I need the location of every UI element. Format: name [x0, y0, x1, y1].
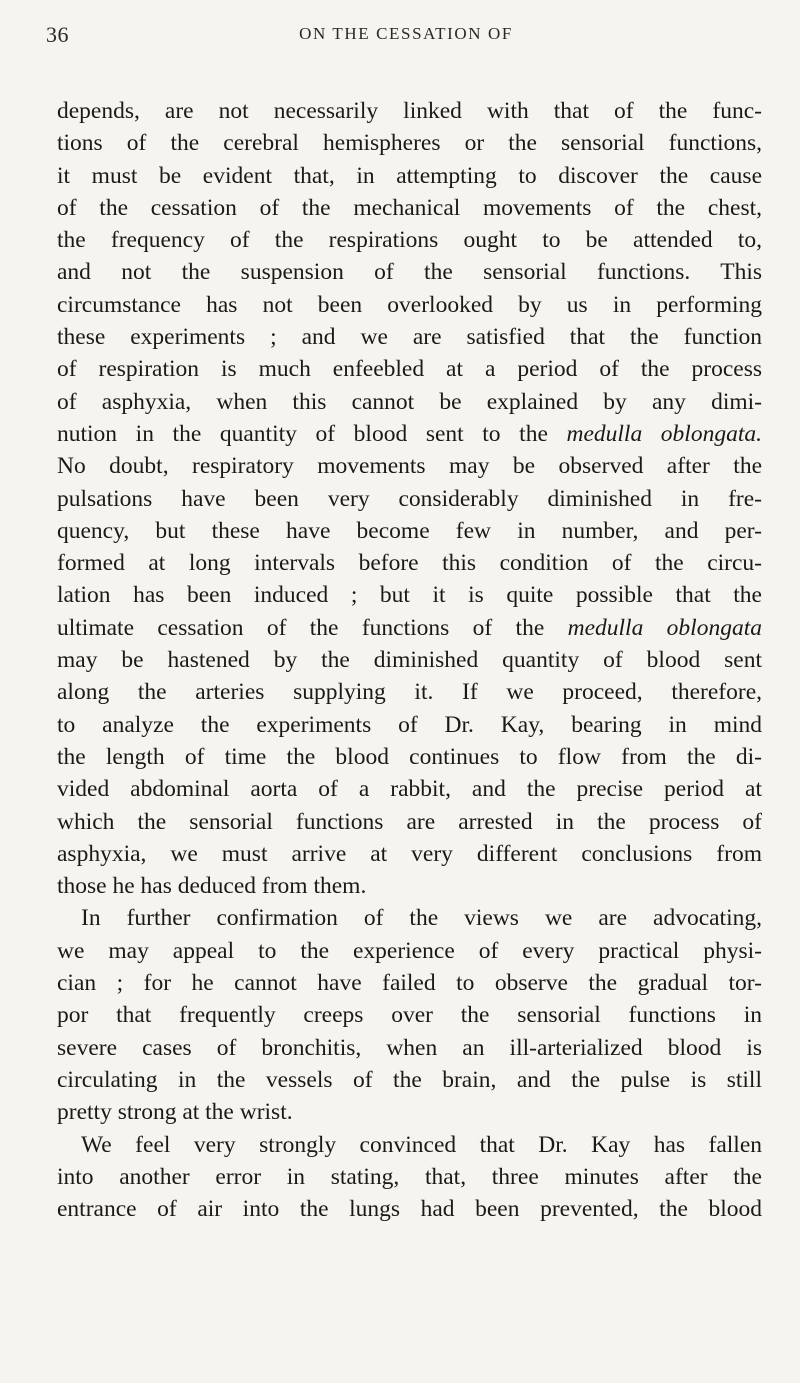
text-line: pretty strong at the wrist.	[57, 1099, 293, 1126]
text-line: circulating in the vessels of the brain, and the pulse is still	[57, 1066, 762, 1093]
text-line: vided abdominal aorta of a rabbit, and the precise period at	[57, 776, 762, 803]
running-head	[46, 22, 766, 58]
text-line: into another error in stating, that, three minutes after the	[57, 1163, 762, 1190]
text-line: asphyxia, we must arrive at very different conclusions from	[57, 840, 762, 867]
text-line	[57, 612, 762, 644]
text-line: we may appeal to the experience of every practical physi-	[57, 937, 762, 964]
text-run: nution in the quantity of blood sent to the	[57, 420, 567, 447]
text-line: formed at long intervals before this condition of the circu-	[57, 550, 762, 577]
text-line: of asphyxia, when this cannot be explained by any dimi-	[57, 388, 762, 415]
text-line: No doubt, respiratory movements may be observed after the	[57, 453, 762, 480]
text-line: may be hastened by the diminished quantity of blood sent	[57, 647, 762, 674]
text-line: pulsations have been very considerably diminished in fre-	[57, 485, 762, 512]
text-line: depends, are not necessarily linked with that of the func-	[57, 98, 762, 124]
text-line: of respiration is much enfeebled at a period of the process	[57, 356, 762, 383]
text-line	[57, 418, 762, 450]
text-line: We feel very strongly convinced that Dr. Kay has fallen	[81, 1131, 762, 1158]
text-line: of the cessation of the mechanical movements of the chest,	[57, 194, 762, 221]
text-line: tions of the cerebral hemispheres or the sensorial functions,	[57, 130, 762, 157]
text-run: ultimate cessation of the functions of the	[57, 614, 568, 641]
page-number: 36	[46, 22, 69, 47]
italic-term: medulla oblongata	[567, 614, 762, 641]
text-line: circumstance has not been overlooked by us in performing	[57, 291, 762, 318]
text-line: the length of time the blood continues to flow from the di-	[57, 743, 762, 770]
text-line: to analyze the experiments of Dr. Kay, bearing in mind	[57, 711, 762, 738]
text-line: which the sensorial functions are arrested in the process of	[57, 808, 762, 835]
running-title: ON THE CESSATION OF	[299, 24, 513, 43]
text-line: cian ; for he cannot have failed to observe the gradual tor-	[57, 970, 762, 997]
text-line: along the arteries supplying it. If we proceed, therefore,	[57, 679, 762, 706]
text-line: entrance of air into the lungs had been prevented, the blood	[57, 1196, 762, 1223]
text-line: severe cases of bronchitis, when an ill-arterialized blood is	[57, 1034, 762, 1061]
text-line: those he has deduced from them.	[57, 873, 367, 900]
text-line: quency, but these have become few in number, and per-	[57, 517, 762, 544]
body-text	[57, 95, 762, 1225]
italic-term: medulla oblongata.	[566, 420, 762, 447]
text-line: In further confirmation of the views we are advocating,	[81, 905, 762, 932]
text-line: these experiments ; and we are satisfied that the function	[57, 324, 762, 351]
text-line: and not the suspension of the sensorial functions. This	[57, 259, 762, 286]
text-line: por that frequently creeps over the sensorial functions in	[57, 1002, 762, 1029]
text-line: lation has been induced ; but it is quite possible that the	[57, 582, 762, 609]
text-line: it must be evident that, in attempting to discover the cause	[57, 162, 762, 189]
text-line: the frequency of the respirations ought to be attended to,	[57, 227, 762, 254]
